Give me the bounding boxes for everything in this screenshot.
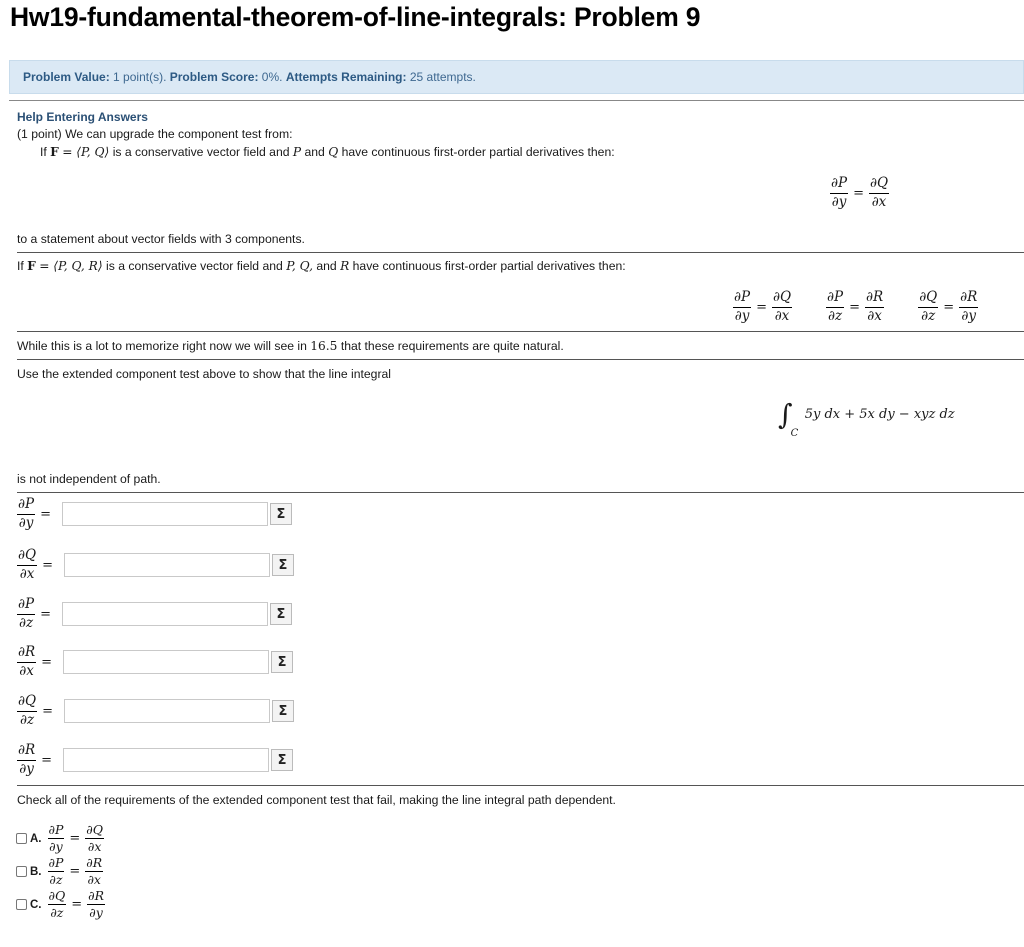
equation-editor-button[interactable]: Σ (270, 603, 292, 625)
equation-editor-button[interactable]: Σ (271, 749, 293, 771)
choice-c[interactable]: C. $\frac{\partial Q}{\partial z}$ = $\frac{\partial R}{\partial y}$ (16, 889, 105, 921)
answer-row-dRdx: $\frac{\partial R}{\partial x}$ = Σ (17, 645, 293, 679)
integral-expression: 5y dx + 5x dy − xyz dz (804, 407, 955, 422)
cond2-Q: Q (328, 145, 339, 159)
memorize-text: While this is a lot to memorize right now we will see in 16.5 that these requirements are quite natural. (17, 339, 564, 353)
answer-input-dPdz[interactable] (62, 602, 268, 626)
cond2-vector: = ⟨P, Q⟩ (62, 145, 110, 159)
cond2-P: P (292, 145, 302, 159)
integral-sign: ∫ (778, 398, 793, 431)
answer-row-dQdx: $\frac{\partial Q}{\partial x}$ = Σ (17, 548, 294, 582)
cond3-vector: = ⟨P, Q, R⟩ (39, 259, 103, 273)
cond2-rest: is a conservative vector field and (112, 145, 290, 159)
choice-a[interactable]: A. $\frac{\partial P}{\partial y}$ = $\frac{\partial Q}{\partial x}$ (16, 823, 104, 855)
equals: = (853, 185, 864, 201)
cond3-F: F (27, 259, 36, 273)
equation-editor-button[interactable]: Σ (271, 651, 293, 673)
use-text: Use the extended component test above to show that the line integral (17, 367, 391, 381)
cond3-vars: P, Q, (286, 259, 313, 273)
condition-3d (17, 259, 626, 273)
line-integral (778, 398, 955, 439)
problem-score-label: Problem Score: (169, 70, 259, 84)
cond3-tail: have continuous first-order partial derivatives then: (352, 259, 626, 273)
checkbox-c[interactable] (16, 899, 27, 910)
checkbox-a[interactable] (16, 833, 27, 844)
cond2-if: If (40, 145, 47, 159)
integral-subscript: C (790, 428, 799, 439)
divider (17, 252, 1024, 253)
answer-row-dQdz: $\frac{\partial Q}{\partial z}$ = Σ (17, 694, 294, 728)
upgrade-text: to a statement about vector fields with 3 components. (17, 232, 305, 246)
answer-input-dRdy[interactable] (63, 748, 269, 772)
problem-score: 0%. (261, 70, 283, 84)
equation-editor-button[interactable]: Σ (270, 503, 292, 525)
help-entering-answers-link[interactable]: Help Entering Answers (17, 110, 148, 124)
page-title: Hw19-fundamental-theorem-of-line-integrals: Problem 9 (10, 2, 701, 32)
fraction: $\frac{\partial P}{\partial y}$ (831, 175, 848, 210)
answer-input-dQdx[interactable] (64, 553, 270, 577)
cond2-and: and (304, 145, 325, 159)
cond3-rest: is a conservative vector field and (106, 259, 283, 273)
attempts-label: Attempts Remaining: (285, 70, 407, 84)
divider (17, 359, 1024, 360)
condition-2d (40, 145, 615, 159)
divider (9, 100, 1024, 101)
answer-row-dPdz: $\frac{\partial P}{\partial z}$ = Σ (17, 597, 292, 631)
formula-2d (830, 176, 889, 210)
cond3-R: R (340, 259, 350, 273)
answer-row-dPdy: $\frac{\partial P}{\partial y}$ = Σ (17, 497, 292, 531)
cond2-F: F (50, 145, 59, 159)
divider (17, 492, 1024, 493)
choice-b[interactable]: B. $\frac{\partial P}{\partial z}$ = $\frac{\partial R}{\partial x}$ (16, 856, 103, 888)
answer-input-dQdz[interactable] (64, 699, 270, 723)
problem-value: 1 point(s). (113, 70, 167, 84)
attempts-remaining: 25 attempts. (409, 70, 476, 84)
answer-input-dPdy[interactable] (62, 502, 268, 526)
problem-score-bar (9, 60, 1024, 94)
fraction: $\frac{\partial Q}{\partial x}$ (869, 175, 889, 210)
cond2-tail: have continuous first-order partial derivatives then: (341, 145, 615, 159)
formula-3d: $\frac{\partial P}{\partial y}$ = $\frac{\partial Q}{\partial x}$ $\frac{\partial P}{\partial z}$ = $\frac{\partial R}{\partial x}$ $\frac{\partial Q}{\partial z}$ = $\frac{\partial R}{\partial y}$ (734, 289, 978, 324)
score-text (23, 70, 476, 84)
equation-editor-button[interactable]: Σ (272, 700, 294, 722)
checkbox-b[interactable] (16, 866, 27, 877)
problem-value-label: Problem Value: (23, 70, 110, 84)
cond3-if: If (17, 259, 24, 273)
divider (17, 331, 1024, 332)
divider (17, 785, 1024, 786)
check-instructions: Check all of the requirements of the extended component test that fail, making the line integral path dependent. (17, 793, 616, 807)
answer-row-dRdy: $\frac{\partial R}{\partial y}$ = Σ (17, 743, 293, 777)
cond3-and: and (316, 259, 337, 273)
not-independent-text: is not independent of path. (17, 472, 161, 486)
intro-text: (1 point) We can upgrade the component test from: (17, 127, 293, 141)
answer-input-dRdx[interactable] (63, 650, 269, 674)
equation-editor-button[interactable]: Σ (272, 554, 294, 576)
